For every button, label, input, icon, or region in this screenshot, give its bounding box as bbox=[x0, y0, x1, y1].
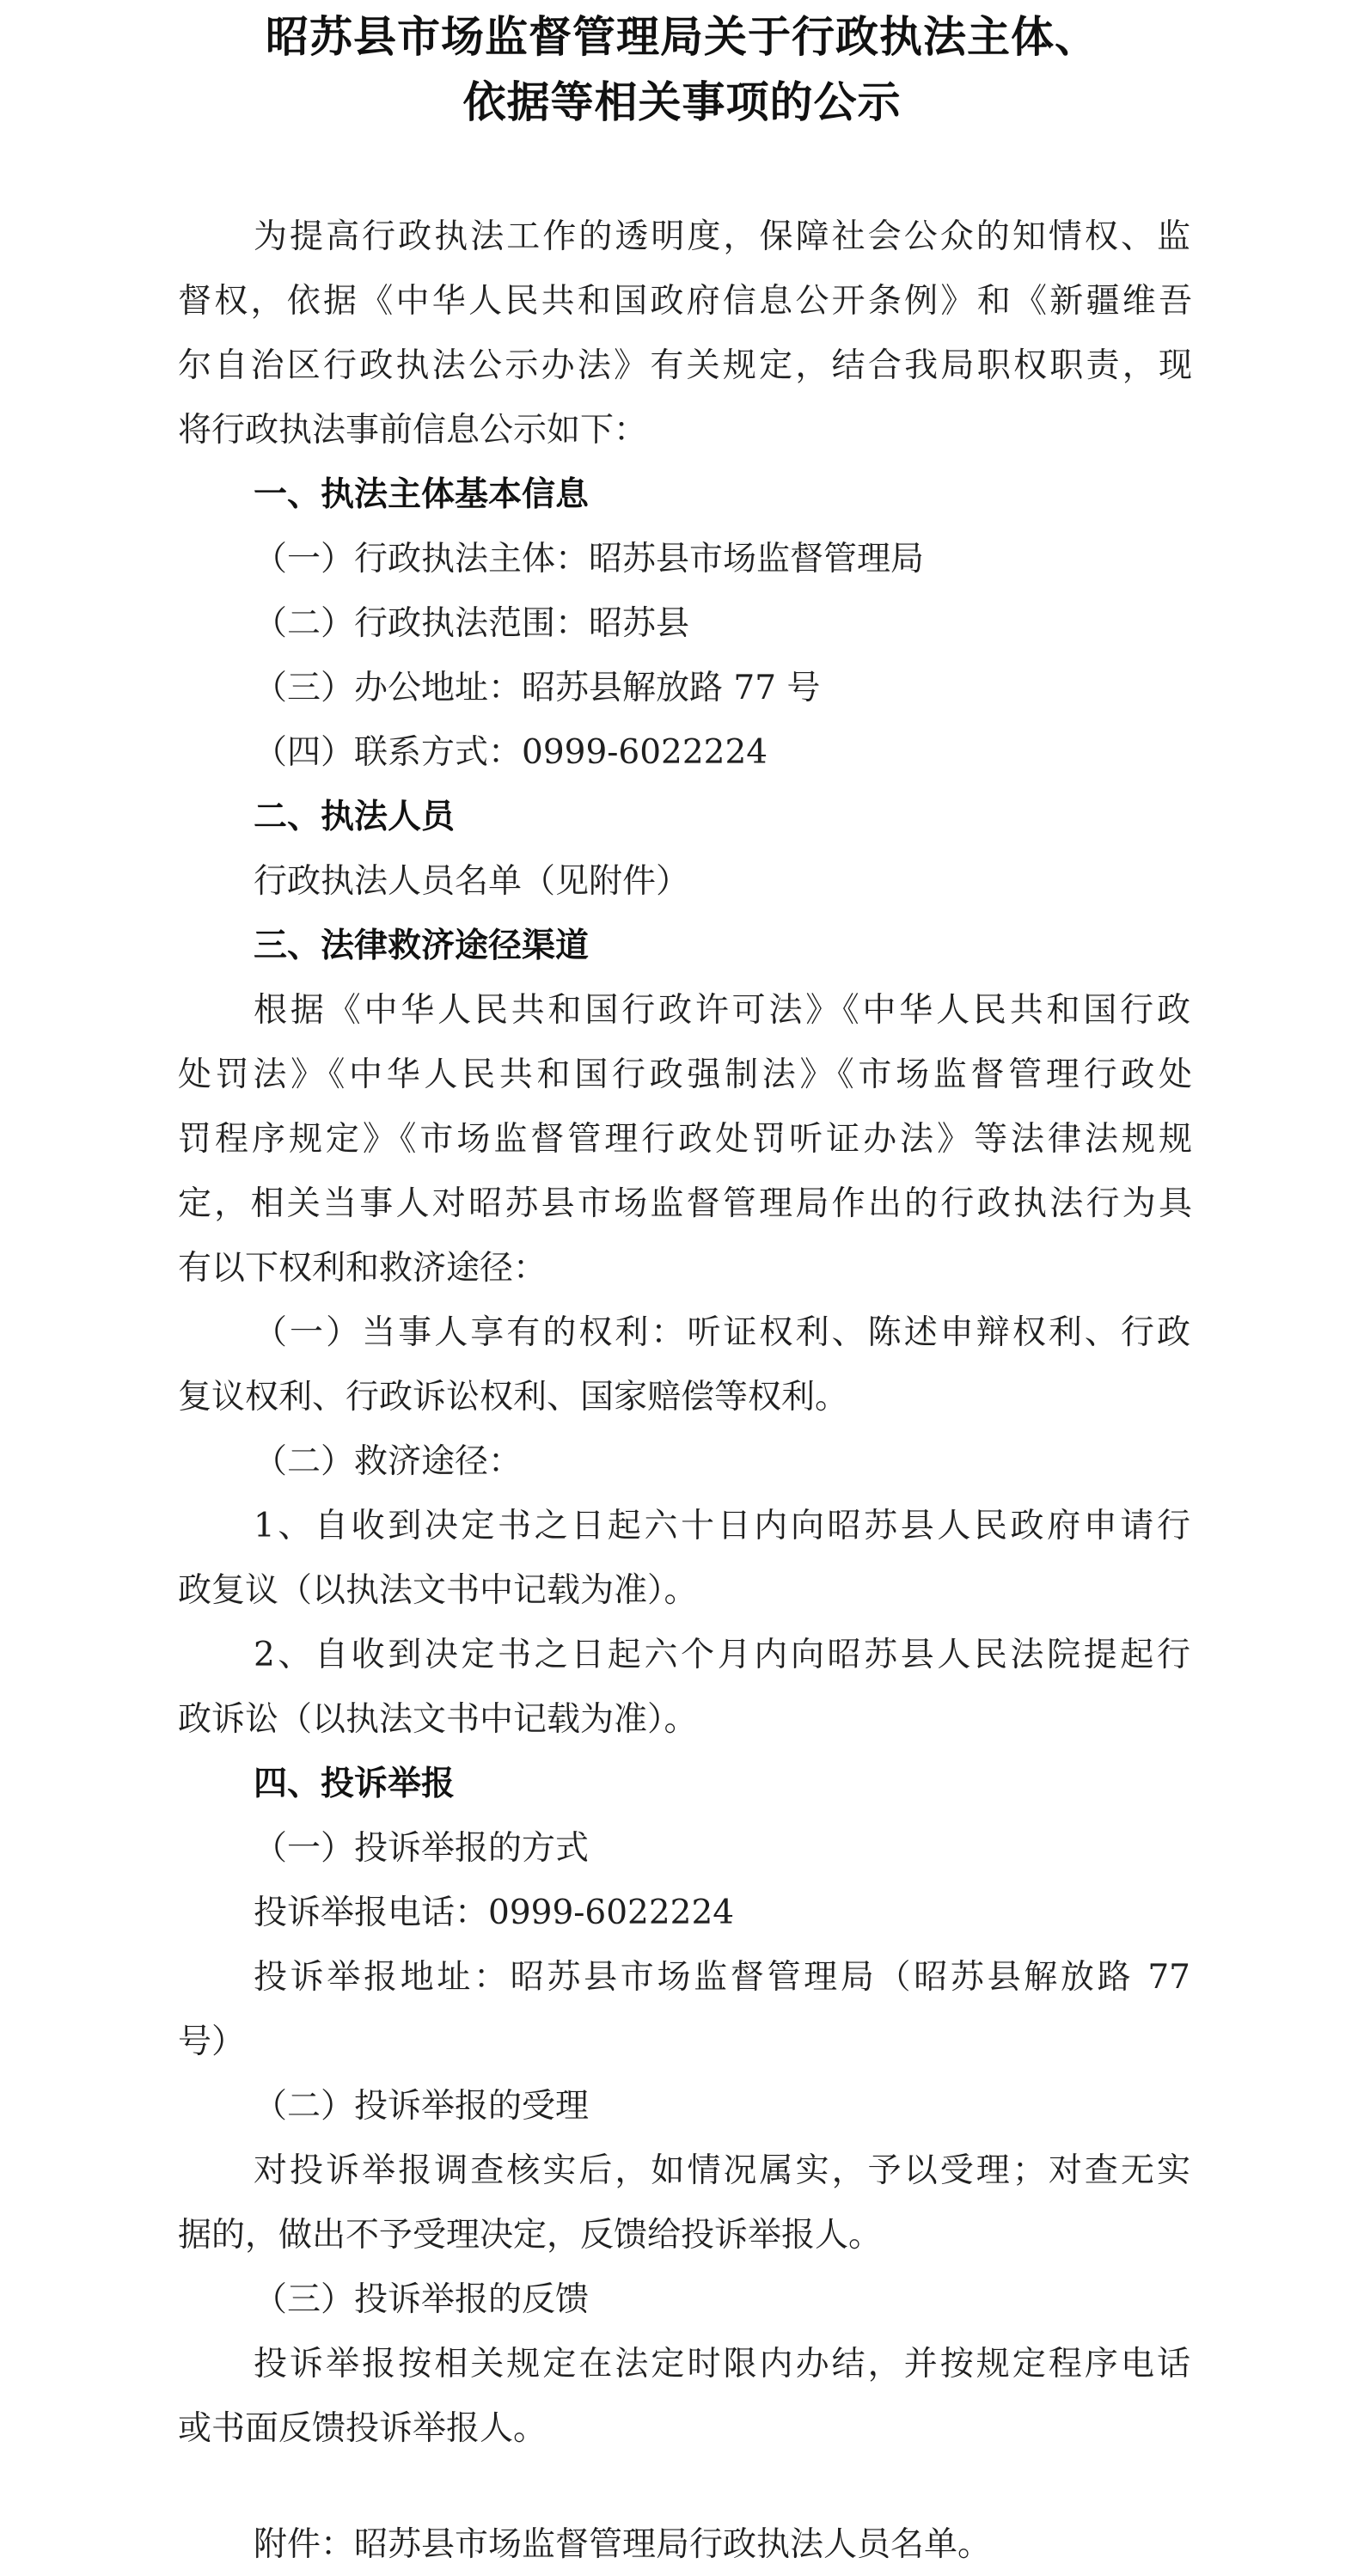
section4-sub3: （三）投诉举报的反馈 bbox=[254, 2280, 590, 2319]
section4-sub2: （二）投诉举报的受理 bbox=[254, 2087, 590, 2126]
section1-item: （四）联系方式：0999-6022224 bbox=[254, 733, 768, 772]
section-heading-3: 三、法律救济途径渠道 bbox=[254, 927, 590, 965]
remedy-line: 政诉讼（以执法文书中记载为准）。 bbox=[178, 1700, 698, 1739]
section1-item: （三）办公地址：昭苏县解放路 77 号 bbox=[254, 669, 821, 707]
attachment-note: 附件：昭苏县市场监督管理局行政执法人员名单。 bbox=[254, 2525, 992, 2564]
accept-line: 据的，做出不予受理决定，反馈给投诉举报人。 bbox=[178, 2216, 883, 2255]
remedy-heading: （二）救济途径： bbox=[254, 1442, 523, 1481]
section1-item: （二）行政执法范围：昭苏县 bbox=[254, 604, 690, 643]
accept-line: 对投诉举报调查核实后，如情况属实，予以受理；对查无实 bbox=[254, 2151, 1190, 2190]
rights-line: （一）当事人享有的权利：听证权利、陈述申辩权利、行政 bbox=[254, 1313, 1190, 1352]
section-heading-1: 一、执法主体基本信息 bbox=[254, 475, 590, 514]
section3-para-line: 罚程序规定》《市场监督管理行政处罚听证办法》等法律法规规 bbox=[178, 1120, 1192, 1159]
intro-line: 将行政执法事前信息公示如下： bbox=[178, 411, 648, 450]
section-heading-4: 四、投诉举报 bbox=[254, 1765, 456, 1803]
section1-item: （一）行政执法主体：昭苏县市场监督管理局 bbox=[254, 540, 925, 578]
section-heading-2: 二、执法人员 bbox=[254, 798, 456, 836]
remedy-line: 1、自收到决定书之日起六十日内向昭苏县人民政府申请行 bbox=[254, 1507, 1190, 1545]
section3-para-line: 处罚法》《中华人民共和国行政强制法》《市场监督管理行政处 bbox=[178, 1055, 1192, 1094]
rights-line: 复议权利、行政诉讼权利、国家赔偿等权利。 bbox=[178, 1378, 849, 1416]
feedback-line: 投诉举报按相关规定在法定时限内办结，并按规定程序电话 bbox=[254, 2345, 1190, 2383]
section2-text: 行政执法人员名单（见附件） bbox=[254, 862, 690, 901]
complaint-address-line: 投诉举报地址：昭苏县市场监督管理局（昭苏县解放路 77 bbox=[254, 1958, 1190, 1997]
page-title-line2: 依据等相关事项的公示 bbox=[462, 76, 902, 127]
complaint-address-line: 号） bbox=[178, 2022, 246, 2061]
intro-line: 督权，依据《中华人民共和国政府信息公开条例》和《新疆维吾 bbox=[178, 282, 1192, 321]
section3-para-line: 定，相关当事人对昭苏县市场监督管理局作出的行政执法行为具 bbox=[178, 1184, 1192, 1223]
feedback-line: 或书面反馈投诉举报人。 bbox=[178, 2409, 547, 2448]
remedy-line: 2、自收到决定书之日起六个月内向昭苏县人民法院提起行 bbox=[254, 1636, 1190, 1674]
remedy-line: 政复议（以执法文书中记载为准）。 bbox=[178, 1571, 698, 1610]
complaint-phone: 投诉举报电话：0999-6022224 bbox=[254, 1894, 735, 1932]
section3-para-line: 根据《中华人民共和国行政许可法》《中华人民共和国行政 bbox=[254, 991, 1190, 1030]
page-title-line1: 昭苏县市场监督管理局关于行政执法主体、 bbox=[266, 11, 1098, 62]
intro-line: 尔自治区行政执法公示办法》有关规定，结合我局职权职责，现 bbox=[178, 346, 1192, 385]
section3-para-line: 有以下权利和救济途径： bbox=[178, 1249, 547, 1288]
section4-sub1: （一）投诉举报的方式 bbox=[254, 1829, 590, 1868]
intro-line: 为提高行政执法工作的透明度，保障社会公众的知情权、监 bbox=[254, 217, 1190, 256]
